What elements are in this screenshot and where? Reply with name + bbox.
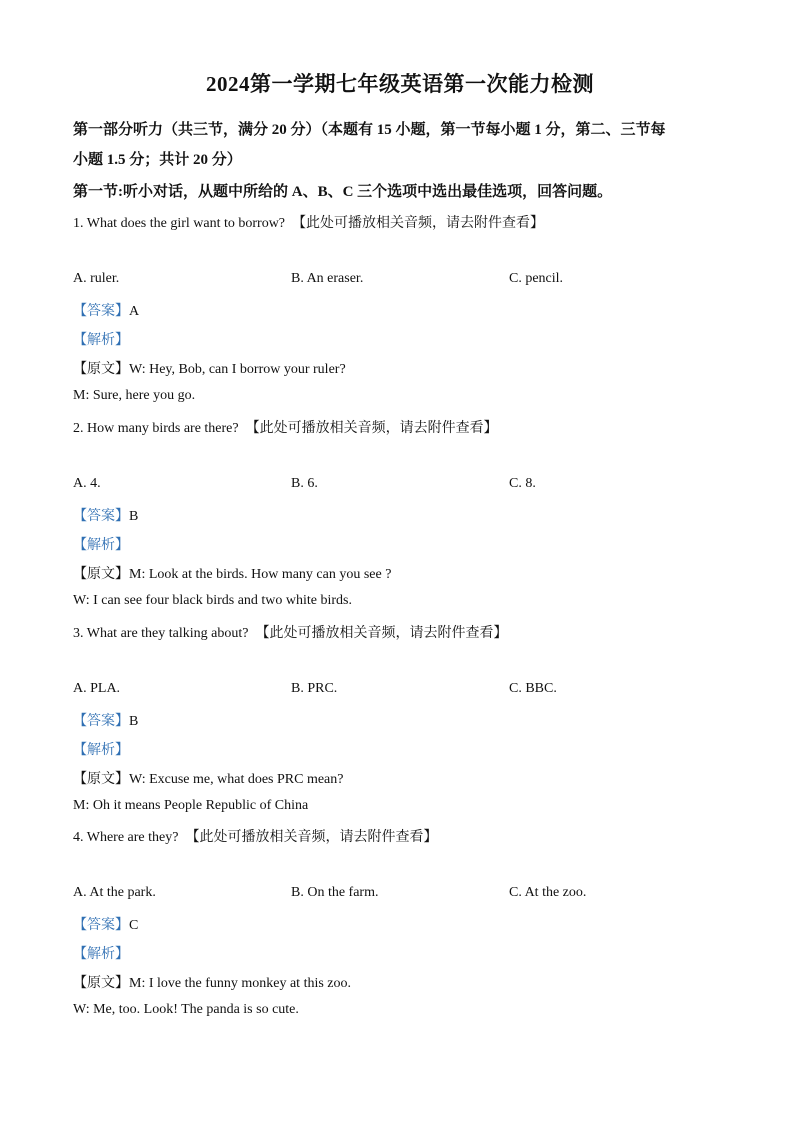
option-b: B. On the farm.	[291, 885, 379, 900]
original-line-1: 【原文】W: Excuse me, what does PRC mean?	[73, 772, 344, 787]
answer-value: A	[129, 304, 140, 319]
original-label: 【原文】	[73, 772, 129, 787]
original-line-2: M: Oh it means People Republic of China	[73, 798, 309, 813]
answer-line	[73, 300, 139, 320]
answer-value: B	[129, 714, 139, 729]
section-header: 第一节:听小对话，从题中所给的 A、B、C 三个选项中选出最佳选项，回答问题。	[73, 184, 613, 200]
option-c: C. At the zoo.	[509, 885, 587, 900]
question-stem: 1. What does the girl want to borrow? 【此处可播放相关音频，请去附件查看】	[73, 216, 545, 231]
option-c: C. BBC.	[509, 681, 557, 696]
original-label: 【原文】	[73, 362, 129, 377]
answer-value: B	[129, 509, 139, 524]
answer-line	[73, 710, 138, 730]
question-stem: 3. What are they talking about? 【此处可播放相关音频，请去附件查看】	[73, 626, 508, 641]
original-line-1: 【原文】M: I love the funny monkey at this zoo.	[73, 976, 352, 991]
page-title: 2024第一学期七年级英语第一次能力检测	[206, 72, 594, 96]
part-header-line-2: 小题 1.5 分；共计 20 分）	[73, 152, 242, 168]
answer-label: 【答案】	[73, 304, 129, 319]
option-a: A. At the park.	[73, 885, 156, 900]
audio-note: 【此处可播放相关音频，请去附件查看】	[185, 830, 438, 845]
audio-note: 【此处可播放相关音频，请去附件查看】	[245, 421, 498, 436]
original-line-2: W: I can see four black birds and two white birds.	[73, 593, 353, 608]
audio-note: 【此处可播放相关音频，请去附件查看】	[292, 216, 545, 231]
part-header-line-1: 第一部分听力（共三节，满分 20 分）（本题有 15 小题，第一节每小题 1 分，第二、三节每	[73, 122, 666, 138]
option-a: A. 4.	[73, 476, 101, 491]
original-line-2: M: Sure, here you go.	[73, 388, 196, 403]
original-line-1: 【原文】W: Hey, Bob, can I borrow your ruler?	[73, 362, 346, 377]
original-line-2: W: Me, too. Look! The panda is so cute.	[73, 1002, 299, 1017]
option-a: A. ruler.	[73, 271, 120, 286]
audio-note: 【此处可播放相关音频，请去附件查看】	[255, 626, 508, 641]
analysis-label: 【解析】	[73, 333, 129, 348]
option-b: B. An eraser.	[291, 271, 364, 286]
option-c: C. 8.	[509, 476, 536, 491]
analysis-label: 【解析】	[73, 743, 129, 758]
question-stem: 4. Where are they? 【此处可播放相关音频，请去附件查看】	[73, 830, 438, 845]
original-line-1: 【原文】M: Look at the birds. How many can you see ?	[73, 567, 392, 582]
answer-label: 【答案】	[73, 918, 129, 933]
answer-label: 【答案】	[73, 509, 129, 524]
answer-line	[73, 505, 138, 525]
answer-value: C	[129, 918, 139, 933]
answer-line	[73, 914, 138, 934]
option-a: A. PLA.	[73, 681, 121, 696]
option-b: B. 6.	[291, 476, 318, 491]
option-b: B. PRC.	[291, 681, 338, 696]
analysis-label: 【解析】	[73, 947, 129, 962]
original-label: 【原文】	[73, 976, 129, 991]
original-label: 【原文】	[73, 567, 129, 582]
answer-label: 【答案】	[73, 714, 129, 729]
question-stem: 2. How many birds are there? 【此处可播放相关音频，请去附件查看】	[73, 421, 498, 436]
analysis-label: 【解析】	[73, 538, 129, 553]
option-c: C. pencil.	[509, 271, 564, 286]
